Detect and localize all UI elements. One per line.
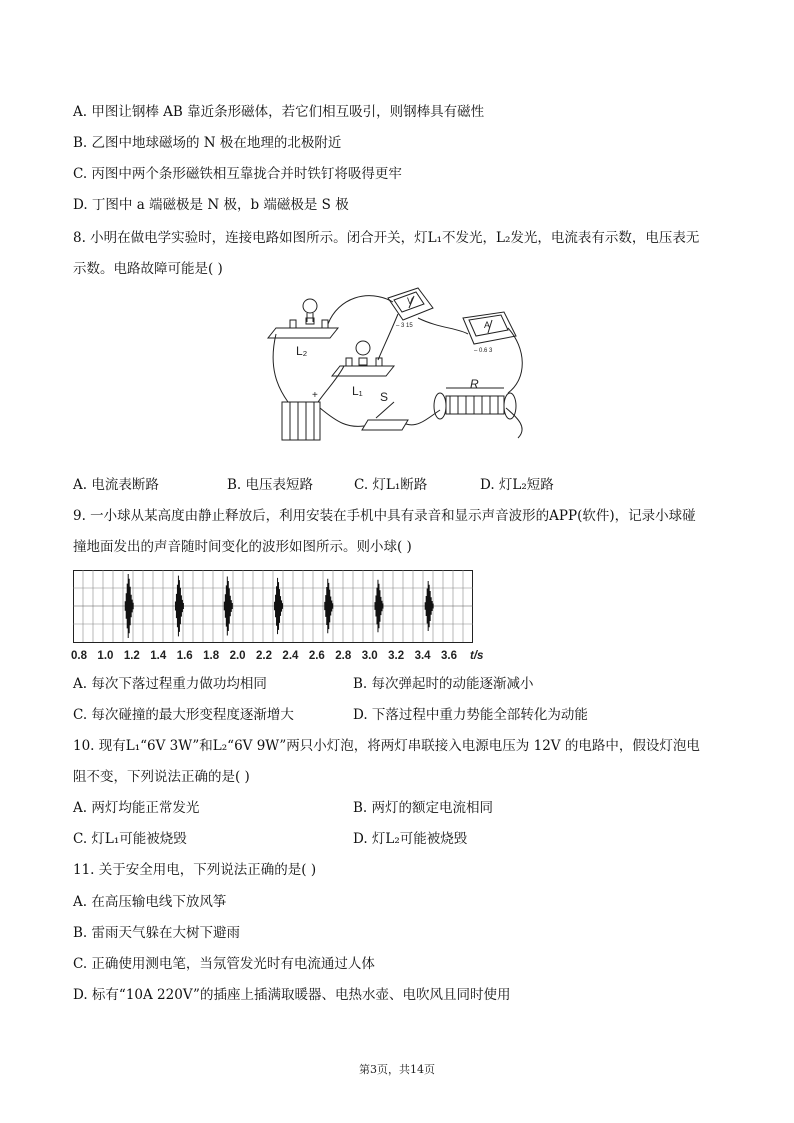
switch-icon [362,420,408,430]
q9-stem-line2: 撞地面发出的声音随时间变化的波形如图所示。则小球( ) [73,539,412,555]
q8-stem-line2: 示数。电路故障可能是( ) [73,261,223,277]
q10-stem-line2: 阻不变，下列说法正确的是( ) [73,769,250,785]
sound-burst [425,581,433,631]
sound-burst [375,580,383,632]
q8-option-a: A. 电流表断路 [73,477,159,493]
wires [273,296,522,438]
x-tick-label: 1.4 [150,650,167,662]
sound-burst [275,578,283,634]
circuit-diagram [268,278,530,448]
q10-stem-line1: 10. 现有L₁“6V 3W”和L₂“6V 9W”两只小灯泡，将两灯串联接入电源电压为 12V 的电路中，假设灯泡电 [73,738,700,754]
x-tick-label: 3.2 [388,650,405,662]
x-tick-label: 1.8 [203,650,220,662]
q7-option-d: D. 丁图中 a 端磁极是 N 极，b 端磁极是 S 极 [73,197,349,213]
q9-option-c: C. 每次碰撞的最大形变程度逐渐增大 [73,707,294,723]
q10-option-a: A. 两灯均能正常发光 [73,800,200,816]
lamp1-label: L₁ [352,384,363,398]
lamp2-icon [303,299,317,313]
x-tick-label: 2.2 [256,650,272,662]
battery-plus-label: + [312,390,318,401]
q7-option-c: C. 丙图中两个条形磁铁相互靠拢合并时铁钉将吸得更牢 [73,166,402,182]
q11-option-d: D. 标有“10A 220V”的插座上插满取暖器、电热水壶、电吹风且同时使用 [73,987,511,1003]
q10-option-b: B. 两灯的额定电流相同 [353,800,494,816]
x-tick-label: 2.6 [308,650,325,662]
q10-option-c: C. 灯L₁可能被烧毁 [73,831,187,847]
q9-option-a: A. 每次下落过程重力做功均相同 [73,676,267,692]
q7-option-b: B. 乙图中地球磁场的 N 极在地理的北极附近 [73,135,342,151]
x-tick-label: 1.0 [97,650,114,662]
q9-stem-line1: 9. 一小球从某高度由静止释放后，利用安装在手机中具有录音和显示声音波形的APP(软件)，记录小球碰 [73,508,696,524]
voltmeter-terminals: – 3 15 [396,323,413,329]
x-tick-label: 3.4 [414,650,431,662]
lamp2-board [268,328,338,338]
q11-stem: 11. 关于安全用电，下列说法正确的是( ) [73,862,317,878]
ammeter-label: A [484,320,491,330]
x-tick-label: 3.6 [441,650,457,662]
sound-burst [175,576,183,637]
q11-option-c: C. 正确使用测电笔，当氖管发光时有电流通过人体 [73,956,375,972]
q11-option-a: A. 在高压输电线下放风筝 [73,894,227,910]
q9-option-d: D. 下落过程中重力势能全部转化为动能 [353,707,588,723]
ammeter-terminals: – 0.6 3 [474,348,493,354]
x-tick-label: 2.8 [335,650,352,662]
resistor-label: R [470,377,479,391]
q7-option-a: A. 甲图让钢棒 AB 靠近条形磁体，若它们相互吸引，则钢棒具有磁性 [73,104,485,120]
sound-burst [125,574,133,638]
lamp1-icon [356,341,370,355]
x-tick-label: 1.2 [123,650,140,662]
x-tick-label: 2.4 [282,650,299,662]
q8-option-c: C. 灯L₁断路 [354,477,428,493]
page-footer: 第3页，共14页 [359,1063,435,1076]
q8-option-b: B. 电压表短路 [227,477,314,493]
voltmeter-label: V [407,296,414,306]
x-axis-label: t/s [470,650,484,662]
x-tick-label: 3.0 [361,650,378,662]
rheostat-icon [446,396,504,414]
x-tick-label: 1.6 [176,650,193,662]
q8-option-d: D. 灯L₂短路 [480,477,554,493]
q10-option-d: D. 灯L₂可能被烧毁 [353,831,468,847]
waveform-chart [73,570,493,664]
x-tick-label: 2.0 [229,650,246,662]
q9-option-b: B. 每次弹起时的动能逐渐减小 [353,676,534,692]
q8-stem-line1: 8. 小明在做电学实验时，连接电路如图所示。闭合开关，灯L₁不发光，L₂发光，电流表有示数，电压表无 [73,230,700,246]
sound-burst [224,577,232,636]
lamp2-label: L₂ [296,344,308,358]
q11-option-b: B. 雷雨天气躲在大树下避雨 [73,925,241,941]
x-tick-label: 0.8 [71,650,87,662]
switch-label: S [380,390,389,404]
sound-burst [325,579,333,633]
